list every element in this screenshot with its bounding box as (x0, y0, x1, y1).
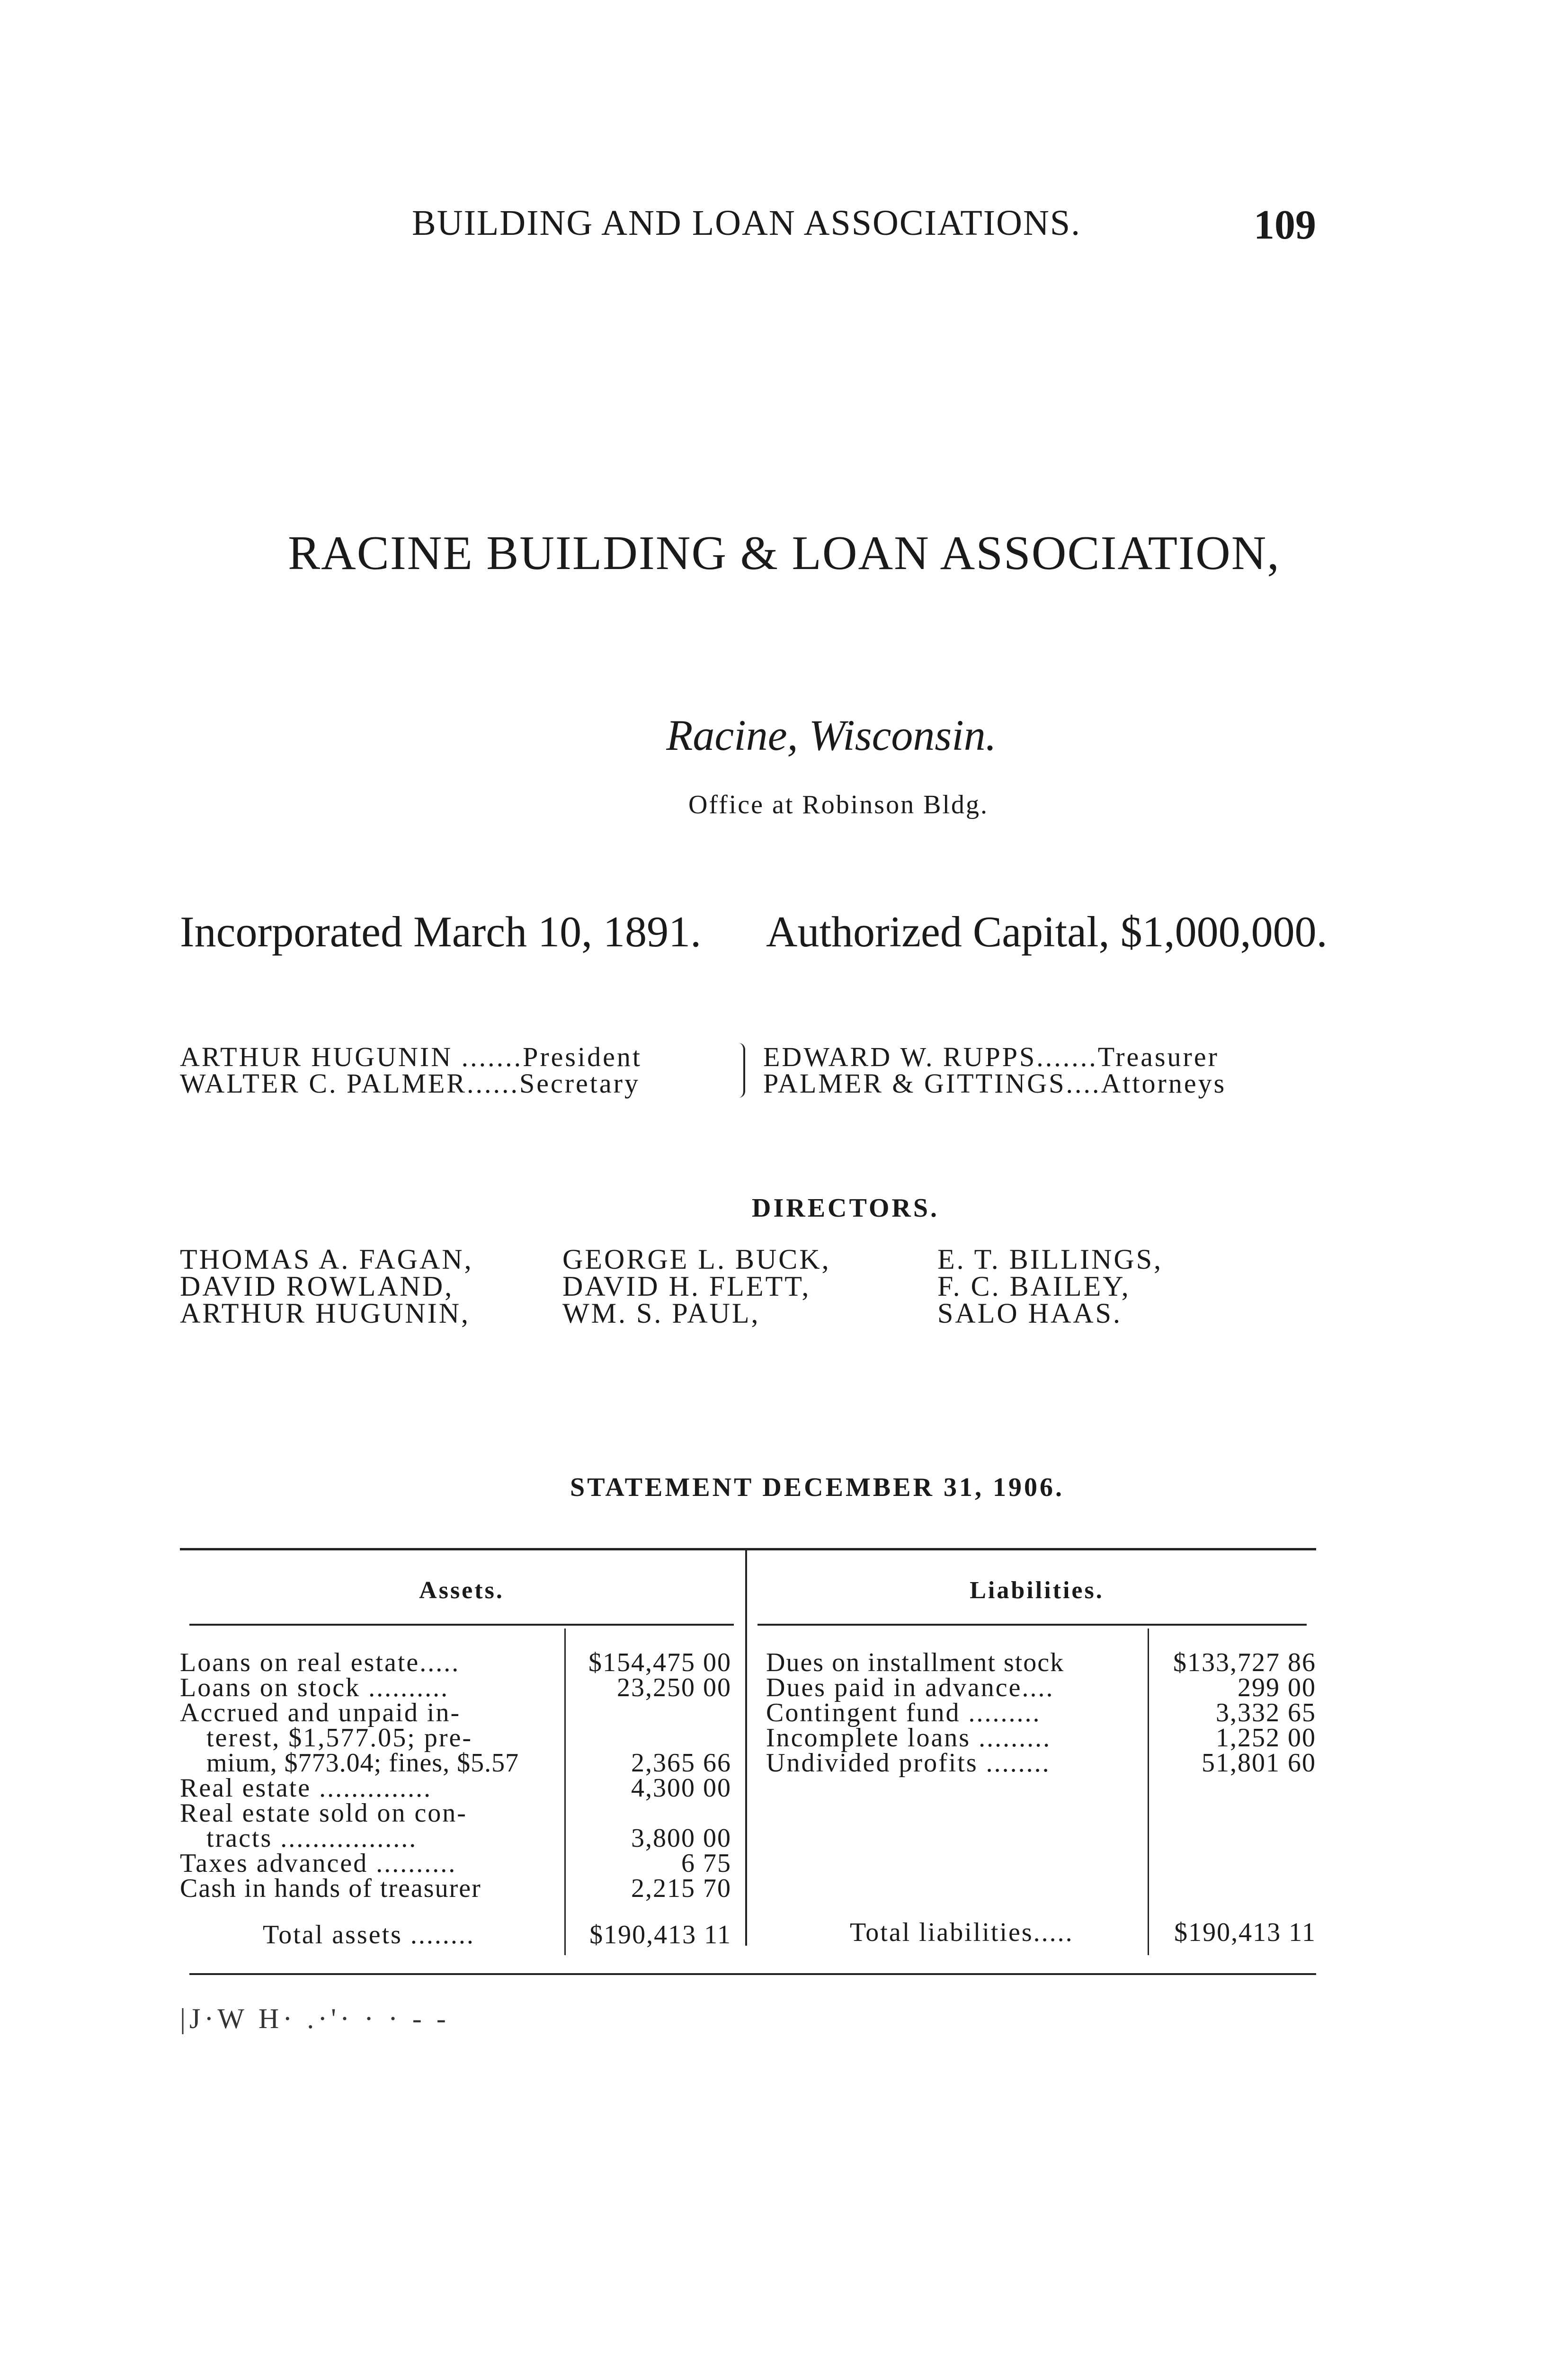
table-row: Real estate .............. (180, 1773, 432, 1803)
directors-column-3 (937, 1246, 1163, 1327)
officers-right-column (763, 1041, 1227, 1099)
director-name: GEORGE L. BUCK, (562, 1244, 831, 1275)
table-row: Loans on stock .......... (180, 1673, 449, 1702)
director-name: E. T. BILLINGS, (937, 1244, 1163, 1275)
officer-attorneys: PALMER & GITTINGS....Attorneys (763, 1068, 1227, 1099)
directors-column-2 (562, 1246, 831, 1327)
assets-values (570, 1647, 731, 1903)
liabilities-values (1155, 1647, 1316, 1778)
table-row: Undivided profits ........ (766, 1748, 1051, 1778)
assets-total-value: $190,413 11 (589, 1920, 731, 1949)
table-cell-value: 3,332 65 (1216, 1698, 1316, 1727)
table-row: Loans on real estate..... (180, 1648, 460, 1677)
association-name: RACINE BUILDING & LOAN ASSOCIATION, (288, 526, 1280, 580)
table-cell-value: 2,365 66 (631, 1748, 731, 1778)
authorized-capital: Authorized Capital, $1,000,000. (766, 908, 1327, 956)
table-cell-value: 23,250 00 (617, 1673, 731, 1702)
table-cell-value (570, 1723, 731, 1748)
officers-brace (737, 1043, 745, 1098)
liabilities-value-divider (1148, 1628, 1149, 1955)
table-cell-value: $133,727 86 (1173, 1648, 1316, 1677)
directors-heading: DIRECTORS. (752, 1193, 939, 1223)
office-address: Office at Robinson Bldg. (688, 790, 989, 819)
liabilities-total-label: Total liabilities..... (850, 1918, 1074, 1947)
table-row: Real estate sold on con- (180, 1798, 467, 1828)
table-row: Contingent fund ......... (766, 1698, 1041, 1727)
table-cell-value: 6 75 (681, 1849, 731, 1878)
footer-print-marks: |J·W H· .·'· · · - - (180, 2003, 450, 2034)
table-row: mium, $773.04; fines, $5.57 (206, 1748, 519, 1778)
director-name: DAVID ROWLAND, (180, 1271, 454, 1302)
table-center-divider (745, 1548, 747, 1946)
table-cell-value: 3,800 00 (631, 1824, 731, 1853)
running-header-title: BUILDING AND LOAN ASSOCIATIONS. (412, 203, 1081, 243)
director-name: DAVID H. FLETT, (562, 1271, 811, 1302)
director-name: THOMAS A. FAGAN, (180, 1244, 473, 1275)
table-cell-value: 4,300 00 (631, 1773, 731, 1803)
directors-column-1 (180, 1246, 473, 1327)
table-bottom-rule (189, 1973, 1316, 1975)
table-row: Dues on installment stock (766, 1648, 1065, 1677)
table-row: tracts ................. (206, 1824, 418, 1853)
officer-treasurer: EDWARD W. RUPPS.......Treasurer (763, 1041, 1219, 1072)
officer-president: ARTHUR HUGUNIN .......President (180, 1041, 642, 1072)
liabilities-heading-rule (757, 1624, 1307, 1626)
officer-secretary: WALTER C. PALMER......Secretary (180, 1068, 640, 1099)
assets-value-divider (564, 1628, 566, 1955)
table-cell-value: $154,475 00 (588, 1648, 731, 1677)
assets-heading-rule (189, 1624, 734, 1626)
table-row: Accrued and unpaid in- (180, 1698, 461, 1727)
director-name: WM. S. PAUL, (562, 1298, 760, 1329)
incorporation-date: Incorporated March 10, 1891. (180, 908, 702, 956)
table-cell-value: 51,801 60 (1202, 1748, 1316, 1778)
liabilities-heading: Liabilities. (970, 1577, 1104, 1604)
assets-heading: Assets. (419, 1577, 504, 1604)
page-number: 109 (1254, 202, 1316, 248)
table-top-rule (180, 1548, 1316, 1550)
director-name: ARTHUR HUGUNIN, (180, 1298, 471, 1329)
table-row: Incomplete loans ......... (766, 1723, 1051, 1753)
director-name: F. C. BAILEY, (937, 1271, 1131, 1302)
statement-title: STATEMENT DECEMBER 31, 1906. (570, 1473, 1064, 1502)
director-name: SALO HAAS. (937, 1298, 1123, 1329)
table-cell-value: 299 00 (1238, 1673, 1316, 1702)
table-row: terest, $1,577.05; pre- (206, 1723, 472, 1753)
table-cell-value: 2,215 70 (631, 1874, 731, 1903)
association-location: Racine, Wisconsin. (666, 711, 997, 759)
table-row: Cash in hands of treasurer (180, 1874, 481, 1903)
liabilities-total-value: $190,413 11 (1174, 1918, 1316, 1947)
liabilities-labels (766, 1647, 1145, 1778)
table-row: Taxes advanced .......... (180, 1849, 457, 1878)
table-cell-value: 1,252 00 (1216, 1723, 1316, 1753)
officers-left-column (180, 1041, 642, 1099)
assets-total-label: Total assets ........ (263, 1920, 475, 1949)
assets-labels (180, 1647, 559, 1903)
table-row: Dues paid in advance.... (766, 1673, 1054, 1702)
